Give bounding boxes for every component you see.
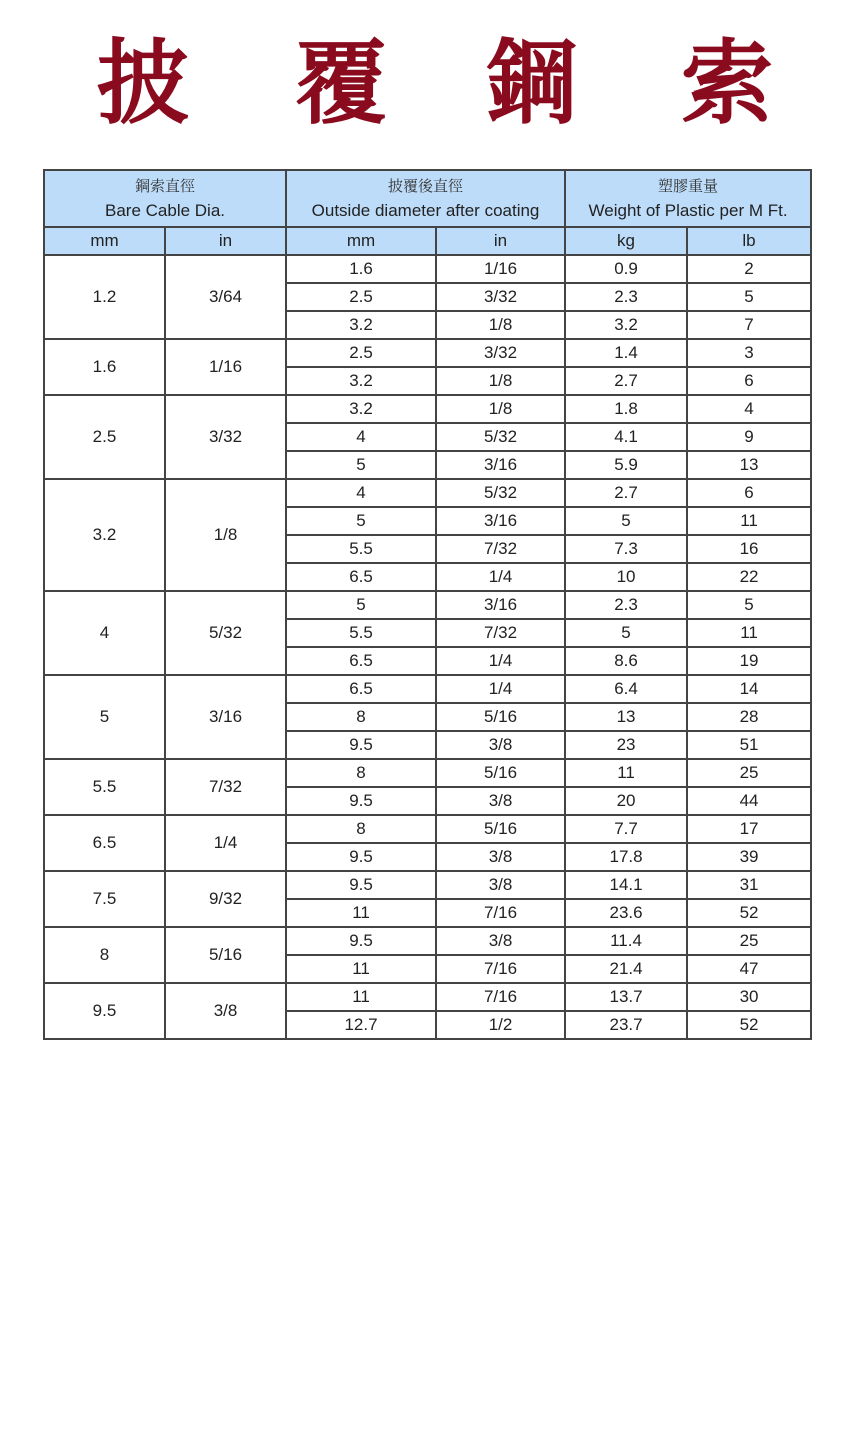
weight-kg-cell: 7.3: [565, 535, 687, 563]
weight-lb-cell: 11: [687, 619, 811, 647]
bare-mm-cell: 7.5: [44, 871, 165, 927]
weight-kg-cell: 8.6: [565, 647, 687, 675]
weight-lb-cell: 5: [687, 283, 811, 311]
table-row: [44, 255, 811, 283]
outside-in-cell: 1/8: [436, 311, 565, 339]
unit-header: mm: [286, 227, 436, 255]
bare-in-cell: 1/16: [165, 339, 286, 395]
outside-in-cell: 3/16: [436, 451, 565, 479]
outside-in-cell: 7/16: [436, 899, 565, 927]
unit-header: in: [436, 227, 565, 255]
weight-lb-cell: 25: [687, 927, 811, 955]
outside-in-cell: 7/32: [436, 619, 565, 647]
outside-in-cell: 7/16: [436, 983, 565, 1011]
outside-mm-cell: 9.5: [286, 843, 436, 871]
outside-mm-cell: 9.5: [286, 871, 436, 899]
bare-mm-cell: 8: [44, 927, 165, 983]
weight-lb-cell: 14: [687, 675, 811, 703]
weight-kg-cell: 2.3: [565, 591, 687, 619]
outside-in-cell: 5/32: [436, 423, 565, 451]
header-outside-diameter: [286, 170, 565, 227]
outside-in-cell: 1/8: [436, 367, 565, 395]
bare-in-cell: 3/32: [165, 395, 286, 479]
page-title: [0, 28, 863, 138]
weight-lb-cell: 52: [687, 1011, 811, 1039]
outside-mm-cell: 11: [286, 983, 436, 1011]
bare-in-cell: 3/16: [165, 675, 286, 759]
weight-kg-cell: 17.8: [565, 843, 687, 871]
weight-kg-cell: 11: [565, 759, 687, 787]
table-row: [44, 591, 811, 619]
outside-in-cell: 5/16: [436, 815, 565, 843]
weight-lb-cell: 44: [687, 787, 811, 815]
outside-in-cell: 3/32: [436, 339, 565, 367]
outside-mm-cell: 3.2: [286, 311, 436, 339]
outside-mm-cell: 9.5: [286, 787, 436, 815]
table-row: [44, 871, 811, 899]
weight-lb-cell: 52: [687, 899, 811, 927]
table-row: [44, 395, 811, 423]
bare-mm-cell: 5.5: [44, 759, 165, 815]
header-outside-cn: 披覆後直徑: [388, 177, 464, 195]
outside-mm-cell: 4: [286, 479, 436, 507]
weight-lb-cell: 47: [687, 955, 811, 983]
weight-lb-cell: 30: [687, 983, 811, 1011]
bare-in-cell: 7/32: [165, 759, 286, 815]
outside-mm-cell: 5: [286, 591, 436, 619]
weight-kg-cell: 20: [565, 787, 687, 815]
table-row: [44, 983, 811, 1011]
outside-mm-cell: 9.5: [286, 927, 436, 955]
weight-lb-cell: 7: [687, 311, 811, 339]
weight-kg-cell: 23.6: [565, 899, 687, 927]
weight-kg-cell: 10: [565, 563, 687, 591]
bare-mm-cell: 3.2: [44, 479, 165, 591]
bare-in-cell: 1/4: [165, 815, 286, 871]
spec-table: [43, 169, 812, 1040]
bare-mm-cell: 9.5: [44, 983, 165, 1039]
outside-mm-cell: 8: [286, 759, 436, 787]
header-outside-en: Outside diameter after coating: [311, 200, 540, 220]
bare-in-cell: 3/64: [165, 255, 286, 339]
outside-in-cell: 3/8: [436, 787, 565, 815]
weight-lb-cell: 6: [687, 367, 811, 395]
weight-lb-cell: 9: [687, 423, 811, 451]
outside-mm-cell: 2.5: [286, 283, 436, 311]
bare-mm-cell: 6.5: [44, 815, 165, 871]
outside-in-cell: 7/32: [436, 535, 565, 563]
weight-lb-cell: 5: [687, 591, 811, 619]
header-bare-cable: [44, 170, 286, 227]
bare-in-cell: 1/8: [165, 479, 286, 591]
weight-kg-cell: 14.1: [565, 871, 687, 899]
outside-mm-cell: 5.5: [286, 535, 436, 563]
weight-kg-cell: 13: [565, 703, 687, 731]
outside-in-cell: 3/16: [436, 591, 565, 619]
outside-mm-cell: 5: [286, 507, 436, 535]
outside-mm-cell: 1.6: [286, 255, 436, 283]
weight-kg-cell: 13.7: [565, 983, 687, 1011]
weight-lb-cell: 22: [687, 563, 811, 591]
weight-kg-cell: 0.9: [565, 255, 687, 283]
outside-in-cell: 5/16: [436, 703, 565, 731]
weight-kg-cell: 2.3: [565, 283, 687, 311]
bare-in-cell: 3/8: [165, 983, 286, 1039]
bare-mm-cell: 5: [44, 675, 165, 759]
weight-lb-cell: 51: [687, 731, 811, 759]
outside-in-cell: 3/32: [436, 283, 565, 311]
title-char: 覆: [294, 29, 387, 137]
weight-kg-cell: 21.4: [565, 955, 687, 983]
weight-lb-cell: 19: [687, 647, 811, 675]
weight-kg-cell: 5: [565, 619, 687, 647]
weight-lb-cell: 16: [687, 535, 811, 563]
weight-lb-cell: 28: [687, 703, 811, 731]
weight-kg-cell: 1.8: [565, 395, 687, 423]
outside-mm-cell: 12.7: [286, 1011, 436, 1039]
table-row: [44, 675, 811, 703]
weight-kg-cell: 4.1: [565, 423, 687, 451]
header-bare-cn: 鋼索直徑: [135, 177, 196, 195]
outside-mm-cell: 11: [286, 899, 436, 927]
title-char: 索: [680, 29, 773, 137]
outside-mm-cell: 8: [286, 815, 436, 843]
header-weight-en: Weight of Plastic per M Ft.: [588, 200, 788, 220]
outside-in-cell: 7/16: [436, 955, 565, 983]
header-plastic-weight: [565, 170, 811, 227]
weight-lb-cell: 2: [687, 255, 811, 283]
bare-mm-cell: 4: [44, 591, 165, 675]
outside-mm-cell: 6.5: [286, 675, 436, 703]
outside-in-cell: 1/16: [436, 255, 565, 283]
outside-in-cell: 1/4: [436, 647, 565, 675]
weight-kg-cell: 2.7: [565, 479, 687, 507]
weight-lb-cell: 3: [687, 339, 811, 367]
table-row: [44, 815, 811, 843]
bare-in-cell: 5/16: [165, 927, 286, 983]
table-row: [44, 927, 811, 955]
bare-mm-cell: 2.5: [44, 395, 165, 479]
outside-in-cell: 3/8: [436, 731, 565, 759]
weight-kg-cell: 23: [565, 731, 687, 759]
outside-mm-cell: 8: [286, 703, 436, 731]
outside-in-cell: 3/8: [436, 843, 565, 871]
weight-lb-cell: 4: [687, 395, 811, 423]
outside-mm-cell: 2.5: [286, 339, 436, 367]
weight-kg-cell: 5.9: [565, 451, 687, 479]
outside-in-cell: 5/16: [436, 759, 565, 787]
outside-in-cell: 1/4: [436, 563, 565, 591]
outside-in-cell: 1/2: [436, 1011, 565, 1039]
outside-mm-cell: 5: [286, 451, 436, 479]
table-row: [44, 479, 811, 507]
outside-in-cell: 1/8: [436, 395, 565, 423]
unit-header: kg: [565, 227, 687, 255]
weight-kg-cell: 11.4: [565, 927, 687, 955]
weight-kg-cell: 1.4: [565, 339, 687, 367]
outside-in-cell: 1/4: [436, 675, 565, 703]
outside-mm-cell: 6.5: [286, 647, 436, 675]
table-row: [44, 759, 811, 787]
weight-kg-cell: 6.4: [565, 675, 687, 703]
bare-mm-cell: 1.6: [44, 339, 165, 395]
outside-mm-cell: 6.5: [286, 563, 436, 591]
weight-lb-cell: 31: [687, 871, 811, 899]
weight-lb-cell: 17: [687, 815, 811, 843]
outside-mm-cell: 3.2: [286, 395, 436, 423]
weight-kg-cell: 23.7: [565, 1011, 687, 1039]
outside-mm-cell: 3.2: [286, 367, 436, 395]
weight-lb-cell: 25: [687, 759, 811, 787]
header-bare-en: Bare Cable Dia.: [105, 200, 226, 220]
outside-mm-cell: 9.5: [286, 731, 436, 759]
title-char: 披: [96, 29, 189, 137]
outside-in-cell: 3/16: [436, 507, 565, 535]
outside-in-cell: 3/8: [436, 927, 565, 955]
title-char: 鋼: [484, 29, 577, 137]
header-weight-cn: 塑膠重量: [658, 177, 719, 195]
outside-in-cell: 3/8: [436, 871, 565, 899]
weight-lb-cell: 39: [687, 843, 811, 871]
outside-mm-cell: 5.5: [286, 619, 436, 647]
outside-in-cell: 5/32: [436, 479, 565, 507]
weight-kg-cell: 5: [565, 507, 687, 535]
unit-header: lb: [687, 227, 811, 255]
unit-header: mm: [44, 227, 165, 255]
unit-header: in: [165, 227, 286, 255]
bare-in-cell: 9/32: [165, 871, 286, 927]
weight-lb-cell: 11: [687, 507, 811, 535]
weight-lb-cell: 13: [687, 451, 811, 479]
bare-in-cell: 5/32: [165, 591, 286, 675]
weight-kg-cell: 3.2: [565, 311, 687, 339]
weight-kg-cell: 2.7: [565, 367, 687, 395]
weight-lb-cell: 6: [687, 479, 811, 507]
weight-kg-cell: 7.7: [565, 815, 687, 843]
outside-mm-cell: 4: [286, 423, 436, 451]
bare-mm-cell: 1.2: [44, 255, 165, 339]
outside-mm-cell: 11: [286, 955, 436, 983]
table-row: [44, 339, 811, 367]
